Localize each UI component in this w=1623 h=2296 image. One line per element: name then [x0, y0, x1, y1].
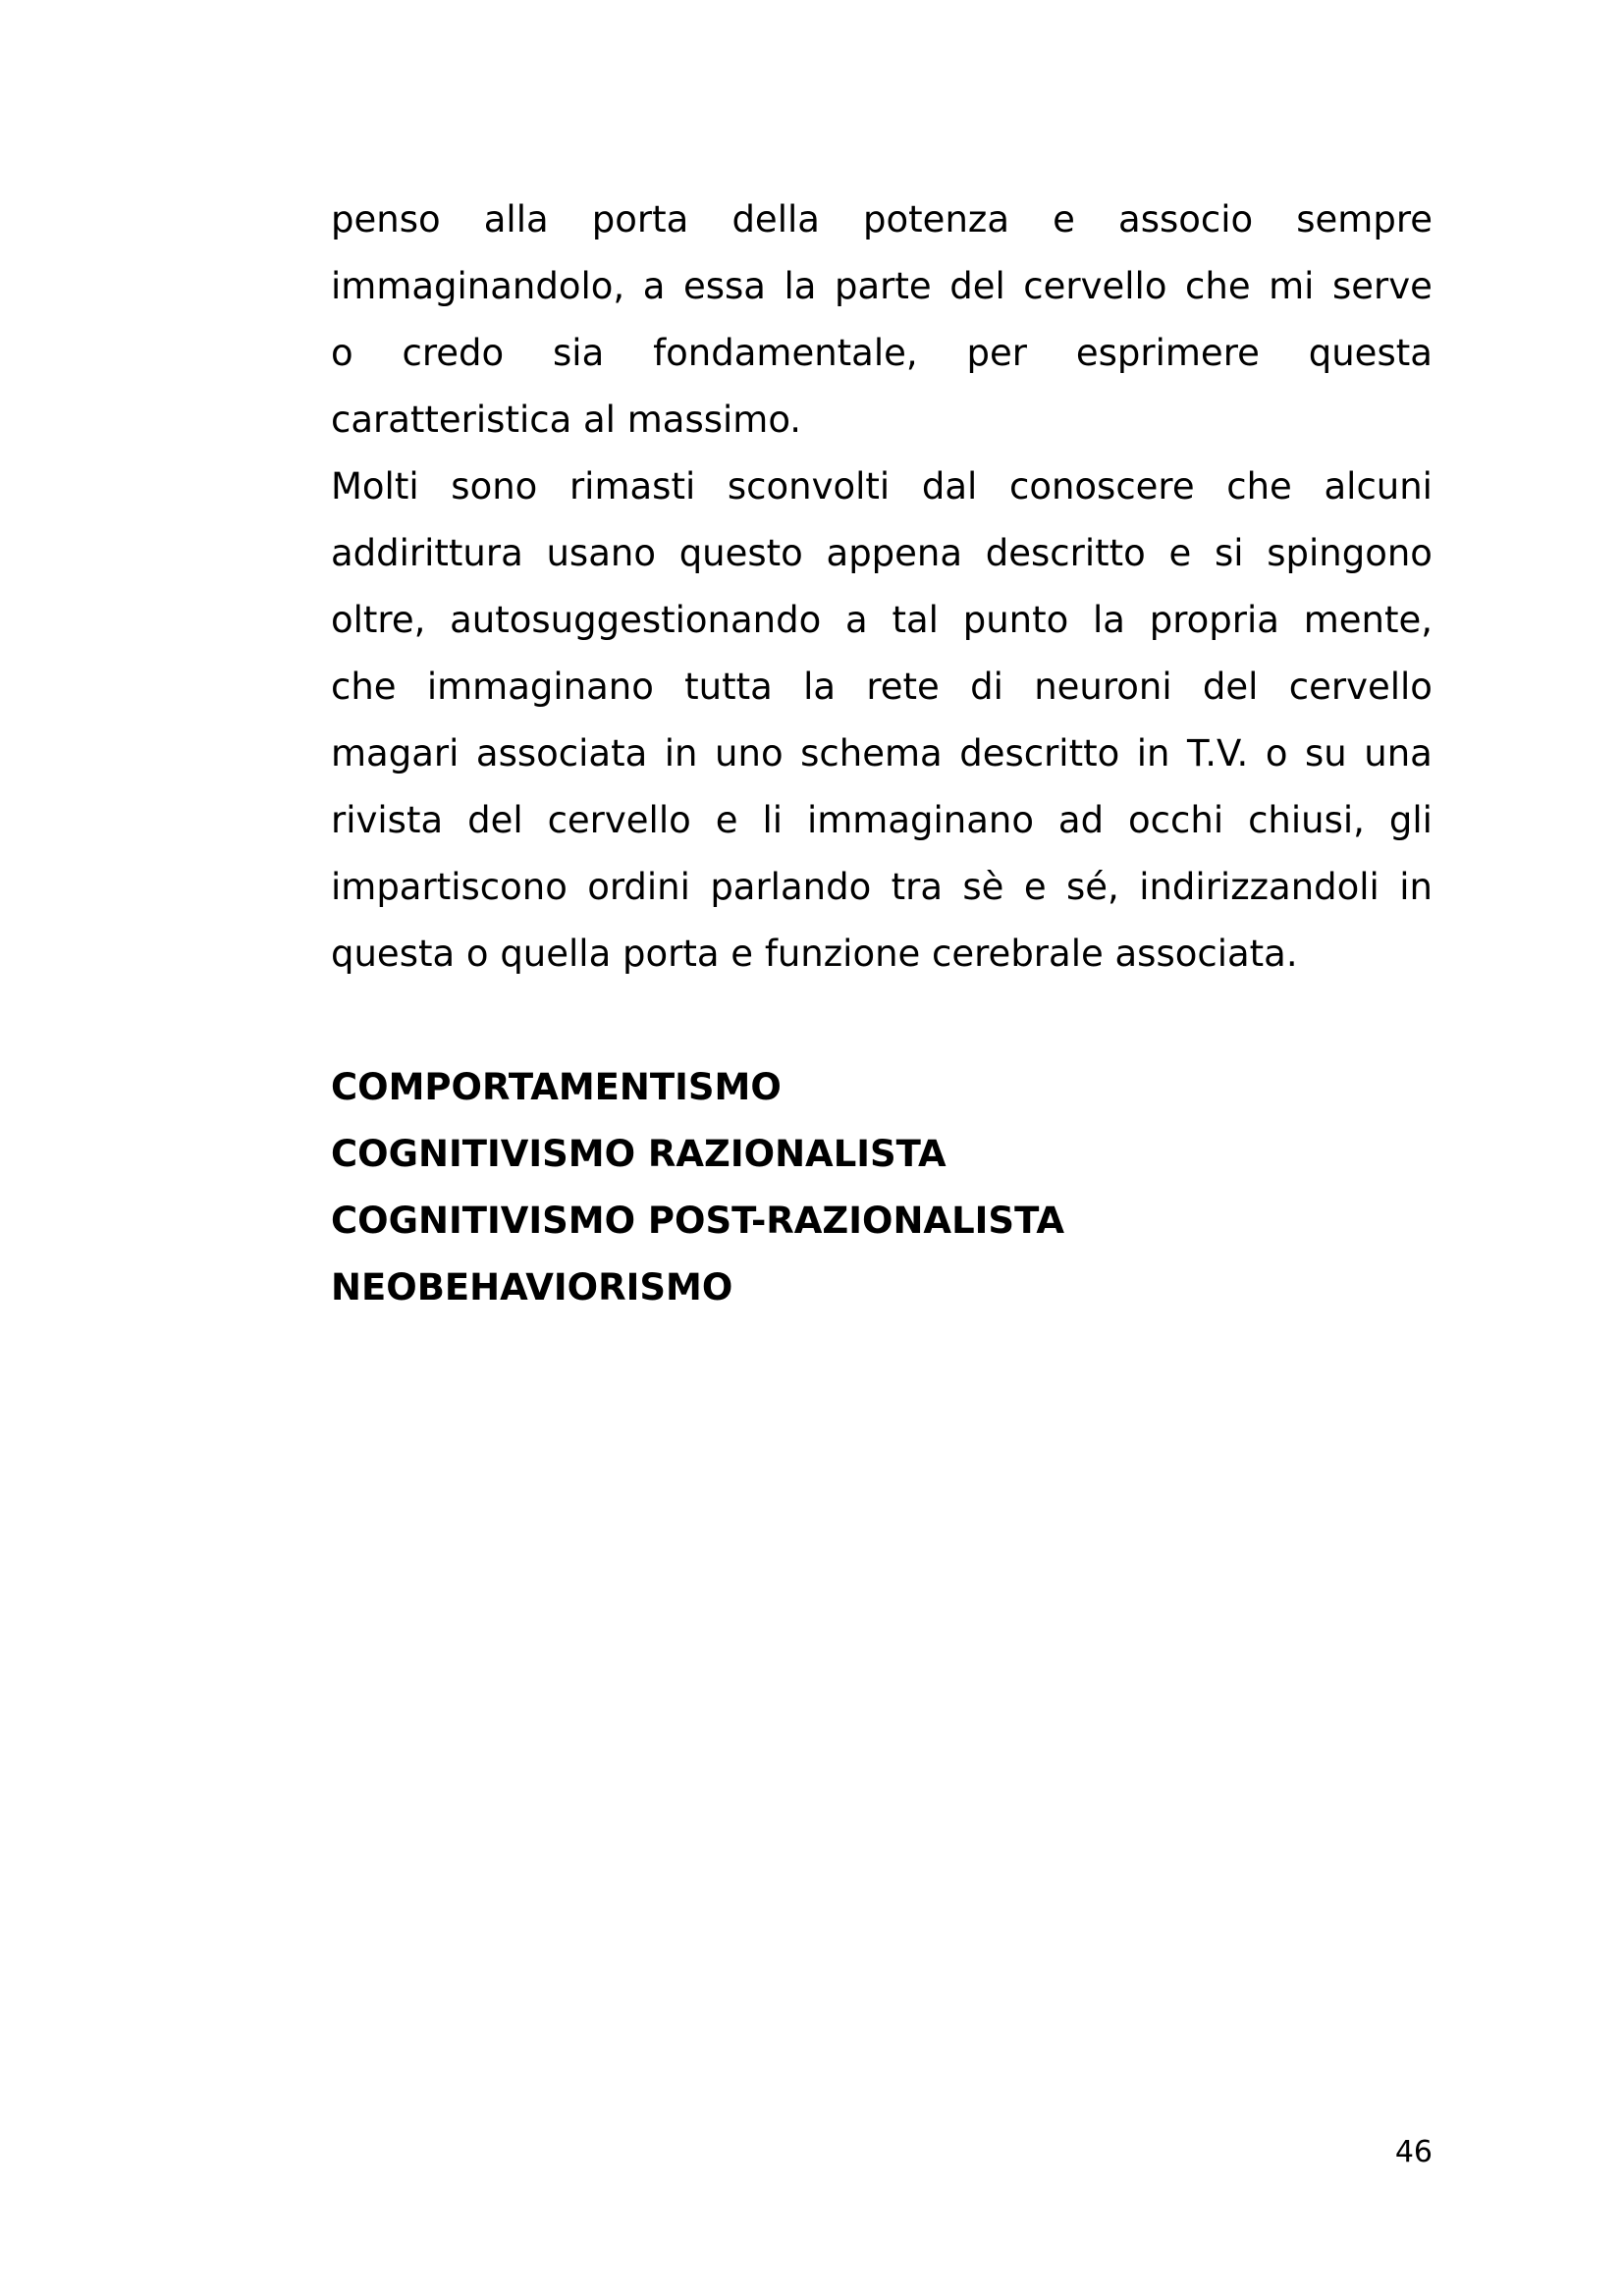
word: immaginano — [426, 666, 654, 708]
word: del — [1202, 666, 1259, 708]
word: neuroni — [1034, 666, 1172, 708]
word: mente, — [1303, 599, 1433, 641]
word: appena — [826, 532, 963, 574]
word: sono — [451, 465, 538, 507]
word: in — [1399, 866, 1433, 908]
word: schema — [800, 732, 943, 774]
text-line — [331, 721, 1433, 787]
word: e — [715, 799, 738, 841]
word: gli — [1388, 799, 1433, 841]
word: oltre, — [331, 599, 426, 641]
word: occhi — [1128, 799, 1224, 841]
word: rimasti — [568, 465, 696, 507]
word: e — [1053, 198, 1075, 240]
text-line: questa o quella porta e funzione cerebrale associata. — [331, 933, 1298, 975]
word: tra — [891, 866, 944, 908]
word: immaginandolo, — [331, 265, 625, 307]
word: credo — [402, 332, 505, 374]
word: spingono — [1267, 532, 1433, 574]
word: punto — [962, 599, 1069, 641]
word: in — [664, 732, 698, 774]
word: sè — [962, 866, 1004, 908]
word: o — [331, 332, 353, 374]
word: la — [784, 265, 817, 307]
word: sconvolti — [727, 465, 891, 507]
word: esprimere — [1075, 332, 1260, 374]
word: rete — [866, 666, 940, 708]
word: descritto — [959, 732, 1120, 774]
section-heading: COGNITIVISMO RAZIONALISTA — [331, 1133, 947, 1175]
word: di — [970, 666, 1003, 708]
text-line — [331, 320, 1433, 387]
word: la — [1093, 599, 1125, 641]
heading-list — [331, 1054, 1433, 1321]
word: cervello — [547, 799, 691, 841]
word: indirizzandoli — [1139, 866, 1380, 908]
word: porta — [591, 198, 689, 240]
section-heading: NEOBEHAVIORISMO — [331, 1266, 733, 1308]
word: che — [1226, 465, 1292, 507]
word: alcuni — [1324, 465, 1433, 507]
word: addirittura — [331, 532, 523, 574]
word: sempre — [1296, 198, 1433, 240]
word: o — [1265, 732, 1288, 774]
word: della — [731, 198, 820, 240]
word: magari — [331, 732, 460, 774]
word: parte — [835, 265, 932, 307]
word: questo — [678, 532, 803, 574]
text-line — [331, 854, 1433, 921]
word: in — [1136, 732, 1170, 774]
word: la — [803, 666, 837, 708]
word: potenza — [863, 198, 1009, 240]
word: del — [467, 799, 523, 841]
word: propria — [1149, 599, 1279, 641]
word: Molti — [331, 465, 419, 507]
text-line — [331, 520, 1433, 587]
word: una — [1364, 732, 1433, 774]
word: rivista — [331, 799, 444, 841]
word: immaginano — [806, 799, 1034, 841]
word: e — [1168, 532, 1192, 574]
paragraph — [331, 187, 1433, 988]
text-line — [331, 187, 1433, 253]
word: su — [1305, 732, 1347, 774]
word: dal — [921, 465, 978, 507]
word: cervello — [1023, 265, 1167, 307]
word: mi — [1269, 265, 1315, 307]
text-line — [331, 787, 1433, 854]
word: tal — [892, 599, 939, 641]
text-line: caratteristica al massimo. — [331, 399, 802, 441]
word: sia — [553, 332, 605, 374]
word: cervello — [1288, 666, 1433, 708]
section-heading: COGNITIVISMO POST-RAZIONALISTA — [331, 1200, 1065, 1242]
paragraph-spacer — [331, 988, 1433, 1054]
word: essa — [682, 265, 766, 307]
word: che — [1185, 265, 1251, 307]
word: parlando — [710, 866, 872, 908]
word: usano — [546, 532, 656, 574]
word: questa — [1308, 332, 1433, 374]
word: per — [966, 332, 1027, 374]
word: tutta — [684, 666, 773, 708]
word: associata — [475, 732, 648, 774]
word: li — [762, 799, 783, 841]
text-line — [331, 253, 1433, 320]
word: autosuggestionando — [450, 599, 822, 641]
word: a — [642, 265, 666, 307]
word: del — [949, 265, 1005, 307]
word: chiusi, — [1248, 799, 1365, 841]
word: conoscere — [1008, 465, 1195, 507]
text-line — [331, 454, 1433, 520]
word: uno — [715, 732, 784, 774]
word: associo — [1118, 198, 1254, 240]
word: fondamentale, — [653, 332, 918, 374]
word: ad — [1057, 799, 1105, 841]
word: a — [845, 599, 868, 641]
word: che — [331, 666, 397, 708]
word: descritto — [985, 532, 1146, 574]
word: impartiscono — [331, 866, 568, 908]
word: sé, — [1066, 866, 1119, 908]
page-number: 46 — [1394, 2135, 1433, 2169]
section-heading: COMPORTAMENTISMO — [331, 1066, 782, 1108]
word: penso — [331, 198, 441, 240]
word: T.V. — [1187, 732, 1249, 774]
word: si — [1214, 532, 1244, 574]
word: e — [1023, 866, 1047, 908]
word: alla — [483, 198, 549, 240]
text-line — [331, 654, 1433, 721]
word: serve — [1332, 265, 1433, 307]
word: ordini — [587, 866, 690, 908]
body-text — [331, 187, 1433, 1321]
text-line — [331, 587, 1433, 654]
